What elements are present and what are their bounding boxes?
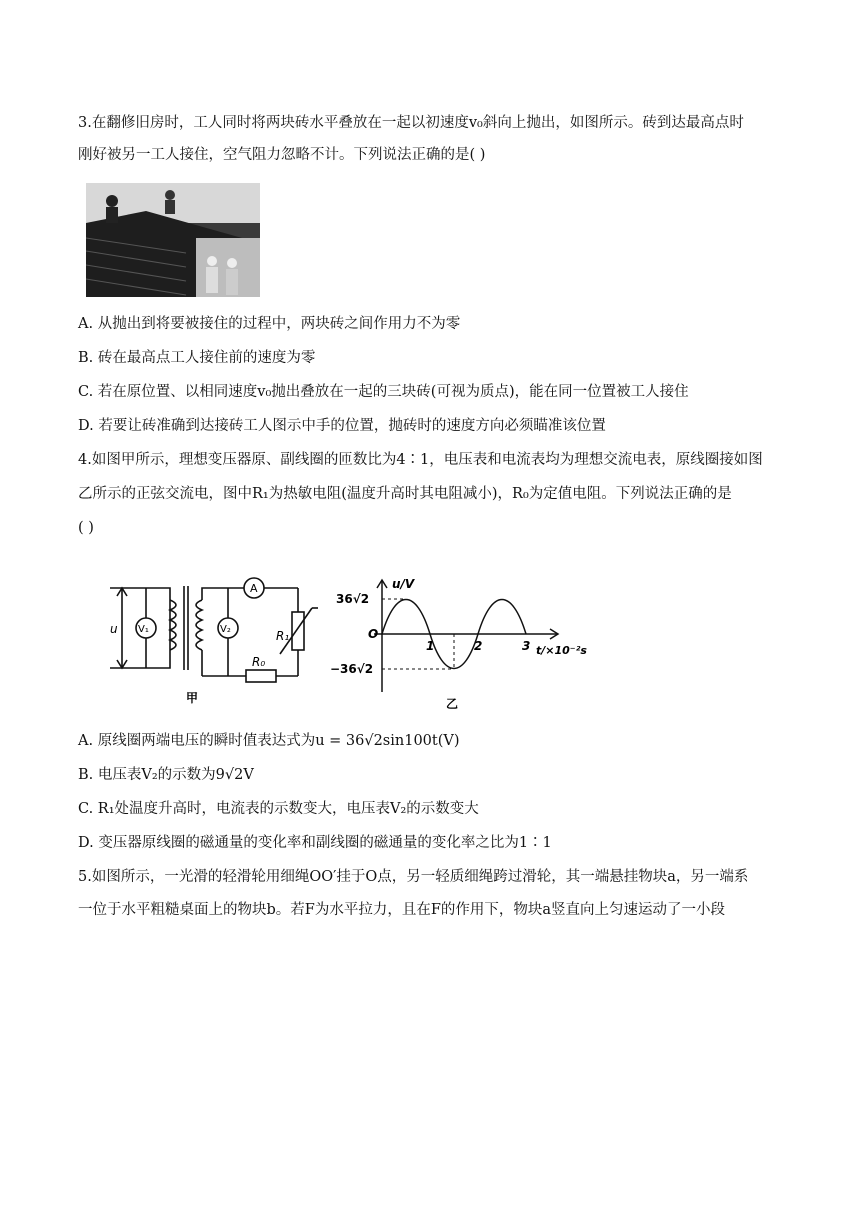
q3-photo: [86, 183, 260, 297]
graph-ymax-label: 36√2: [336, 592, 370, 606]
q3-option-b: B. 砖在最高点工人接住前的速度为零: [78, 350, 316, 366]
circuit-caption: 甲: [186, 691, 199, 705]
graph-caption: 乙: [446, 697, 459, 710]
q4-stem-line2: 乙所示的正弦交流电，图中R₁为热敏电阻(温度升高时其电阻减小)，R₀为定值电阻。下列说法正确的是: [78, 486, 732, 502]
q4-option-c: C. R₁处温度升高时，电流表的示数变大，电压表V₂的示数变大: [78, 801, 479, 817]
q4-stem-line3: ( ): [78, 520, 94, 536]
q3-stem-line1: 3.在翻修旧房时，工人同时将两块砖水平叠放在一起以初速度v₀斜向上抛出，如图所示。砖到达最高点时: [78, 115, 744, 131]
q3-option-d: D. 若要让砖准确到达接砖工人图示中手的位置，抛砖时的速度方向必须瞄准该位置: [78, 418, 606, 434]
voltage-graph: [330, 574, 610, 710]
graph-origin-label: O: [368, 627, 379, 641]
graph-tick-2: 2: [474, 639, 483, 653]
q3-option-a: A. 从抛出到将要被接住的过程中，两块砖之间作用力不为零: [78, 316, 461, 332]
q3-stem-line2: 刚好被另一工人接住，空气阻力忽略不计。下列说法正确的是( ): [78, 147, 486, 163]
circuit-diagram: [100, 572, 320, 708]
graph-tick-1: 1: [426, 639, 435, 653]
voltmeter-v1-label: V₁: [138, 624, 149, 635]
graph-ylabel: u/V: [392, 577, 415, 591]
q3-option-c: C. 若在原位置、以相同速度v₀抛出叠放在一起的三块砖(可视为质点)，能在同一位置被工人接住: [78, 384, 689, 400]
resistor-r1-label: R₁: [276, 629, 290, 643]
graph-xlabel: t/×10⁻²s: [536, 644, 587, 657]
q4-option-a: A. 原线圈两端电压的瞬时值表达式为u = 36√2sin100t(V): [78, 733, 460, 749]
resistor-r0-label: R₀: [252, 655, 266, 669]
q4-option-d: D. 变压器原线圈的磁通量的变化率和副线圈的磁通量的变化率之比为1∶1: [78, 835, 552, 851]
graph-ymin-label: −36√2: [330, 662, 374, 676]
q5-stem-line1: 5.如图所示，一光滑的轻滑轮用细绳OO′挂于O点，另一轻质细绳跨过滑轮，其一端悬挂物块a，另一端系: [78, 869, 749, 885]
graph-tick-3: 3: [522, 639, 531, 653]
q4-option-b: B. 电压表V₂的示数为9√2V: [78, 767, 254, 783]
circuit-u-label: u: [110, 622, 118, 636]
ammeter-label: A: [250, 582, 258, 595]
q5-stem-line2: 一位于水平粗糙桌面上的物块b。若F为水平拉力，且在F的作用下，物块a竖直向上匀速运动了一小段: [78, 902, 726, 918]
q4-stem-line1: 4.如图甲所示，理想变压器原、副线圈的匝数比为4∶1，电压表和电流表均为理想交流电表，原线圈接如图: [78, 452, 763, 468]
voltmeter-v2-label: V₂: [220, 624, 231, 635]
